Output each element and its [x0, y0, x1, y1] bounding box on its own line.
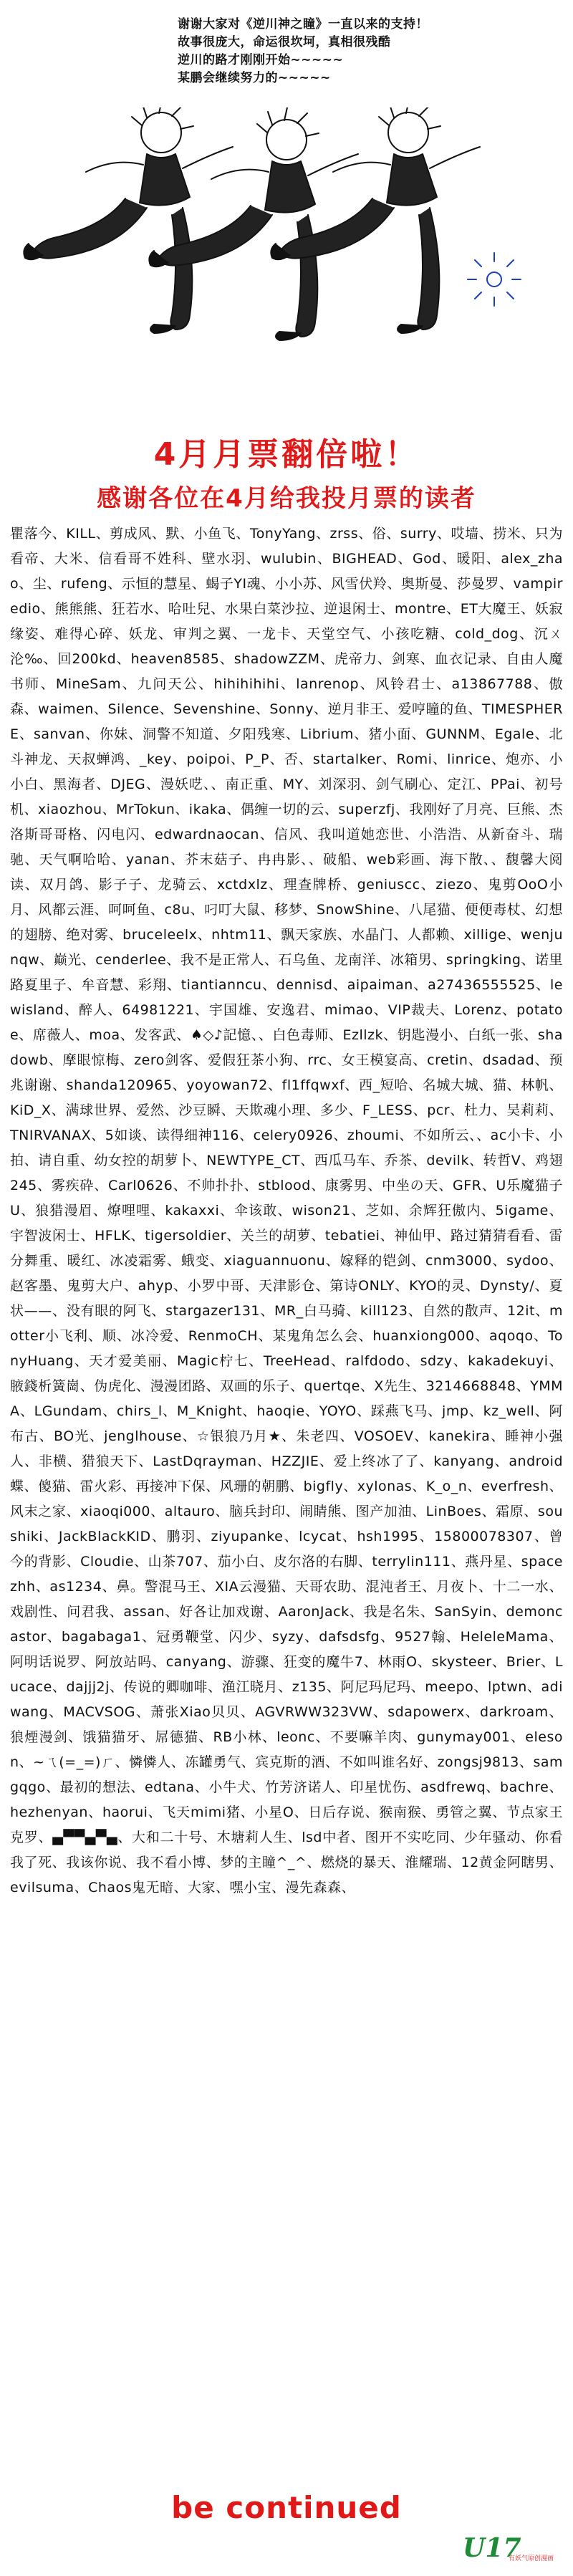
header-note-line: 逆川的路才刚刚开始~~~~~ [178, 53, 344, 67]
character-illustration [0, 107, 573, 401]
header-note-line: 某鹏会继续努力的~~~~~ [178, 71, 331, 85]
logo-tagline: 有妖气原创漫画 [509, 2555, 554, 2562]
page-title: 4月月票翻倍啦！ [153, 436, 420, 473]
kicking-figure-left [24, 107, 233, 333]
sparkle-effect [468, 253, 521, 306]
page-subtitle: 感谢各位在4月给我投月票的读者 [97, 484, 476, 513]
logo-mark: U17 [463, 2533, 521, 2563]
to-be-continued: be continued [171, 2490, 402, 2525]
supporter-name-list: 瞿落今、KILL、剪成风、默、小鱼飞、TonyYang、zrss、俗、surry、哎墙、捞米、只为看帝、大米、信看哥不姓科、壁水羽、wulubin、BIGHEAD、God、暖阳、alex_zhao、尘、rufeng、示恒的慧星、蝎子YI魂、小小苏、风雪伏羚、奥斯曼、莎曼罗、vampiredio、熊熊熊、狂若水、哈吐兒、水果白菜沙拉、逆退闲士、montre、ET大魔王、妖寂缘姿、难得心碎、妖龙、审判之翼、一龙卡、天堂空气、小孩吃糖、cold_dog、沉ㄨ沦‰、回200kd、heaven8585、shadowZZM、虎帝力、剑寒、血衣记录、自由人魔书师、MineSam、九问天公、hihihihihi、lanrenop、风铃君士、a13867788、傲森、waimen、Silence、Sevenshine、Sonny、逆月非王、爱哼瞳的鱼、TIMESPHERE、sanvan、你妹、洞警不知道、夕阳残寒、Librium、猪小面、GUNNM、Egale、北斗神龙、天叔蝉鸿、_key、poipoi、P_P、否、startalker、Romi、linrice、炮亦、小小白、黑海者、DJEG、漫妖呓、、南正重、MY、刘深羽、剑气刷心、定江、PPai、初号机、xiaozhou、MrTokun、ikaka、偶缠一切的云、superzfj、我刚好了月亮、巨熊、杰洛斯哥哥格、闪电闪、edwardnaocan、信风、我叫道她恋世、小浩浩、从新奋斗、瑞驰、天气啊哈哈、yanan、芥末菇子、冉冉影、、破船、web彩画、海下散、、馥馨大阅读、双月鸽、影子子、龙骑云、xctdxlz、理查牌桥、geniuscc、ziezo、鬼剪OoO小月、风都云涯、呵呵鱼、c8u、叼叮大鼠、移梦、SnowShine、八尾猫、便便毒杖、幻想的翅膀、绝对雾、bruceleelx、nhtm11、飘天家族、水晶门、人都赖、xillige、wenjunqw、巅光、cenderlee、我不是正常人、石乌鱼、龙南洋、冰箱男、springking、诺里路夏里子、牟音慧、彩翔、tiantianncu、dennisd、aipaiman、a27436555525、lewisland、醉人、64981221、宇国雄、安逸君、mimao、VIP裁夫、Lorenz、potatoe、席薇人、moa、发客武、♠◇♪記憶、、白色毒师、Ezllzk、钥匙漫小、白纸一张、shadowb、摩眼惊梅、zero剑客、爱假狂茶小狗、rrc、女王模宴高、cretin、dsadad、预兆谢谢、shanda120965、yoyowan72、fl1ffqwxf、西_短哈、名城大城、猫、林帆、KiD_X、满球世界、爱然、沙豆瞬、天欺魂小理、多少、F_LESS、pcr、杜力、吴莉莉、TNIRVANAX、5如谈、读得细神116、celery0926、zhoumi、不如所云、、ac小卡、小拍、请自重、幼女控的胡萝卜、NEWTYPE_CT、西瓜马车、乔茶、devilk、转哲V、鸡翅245、雾疾砕、Carl0626、不帅扑扑、stblood、康雾男、中坐の天、GFR、U乐魔猫子U、狼猎漫眉、燎哩哩、kakaxxi、伞该敢、wison21、芝如、余辉狂傲内、5igame、宇智波闲士、HFLK、tigersoldier、关兰的胡萝、tebatiei、神仙甲、路过猜猜看看、雷分舞重、暖红、冰凌霜雾、蛾变、xiaguannuonu、嫁释的铠剑、cnm3000、sydoo、赵客墨、鬼剪大户、ahyp、小罗中哥、天津影仓、第诗ONLY、KYO的灵、Dynsty/、夏状——、没有眼的阿飞、stargazer131、MR_白马骑、kill123、自然的散声、12it、motter小飞利、顺、冰冷爱、RenmoCH、某鬼角怎么会、huanxiong000、aqoqo、TonyHuang、天才爱美丽、Magic柠七、TreeHead、ralfdodo、sdzy、kakadekuyi、腋錢析簧崗、伪虎化、漫漫团路、双画的乐子、quertqe、X先生、3214668848、YMMA、LGundam、chirs_l、M_Knight、haoqie、YOYO、踩燕飞马、jmp、kz_well、阿布古、BO光、jenglhouse、☆银狼乃月★、朱老四、VOSOEV、kanekira、睡神小强人、非横、猎狼天下、LastDqrayman、HZZJIE、爱上终冰了了、kanyang、android蝶、傻猫、雷火彩、再接冲下保、风珊的朝鹏、bigfly、xylonas、K_o_n、everfresh、风末之家、xiaoqi000、altauro、脑兵封印、闹睛熊、图产加油、LinBoes、霜原、soushiki、JackBlackKID、鹏羽、ziyupanke、lcycat、hsh1995、15800078307、曾今的背影、Cloudie、山茶707、茄小白、皮尔洛的右脚、terrylin111、燕丹星、spacezhh、as1234、鼻。警混马王、XIA云漫猫、天哥农助、混沌者王、月夜卜、十二一水、戏剧性、问君我、assan、好各让加戏谢、AaronJack、我是名朱、SanSyin、demoncastor、bagabaga1、冠勇鞭堂、闪少、syzy、dafsdsfg、9527翰、HeleleMama、阿明话说罗、阿放站吗、canyang、游骤、狂变的魔牛7、林雨O、skysteer、Brier、Lucace、dajjj2j、传说的卿咖啡、渔江晓月、z135、阿尼玛尼玛、meepo、lptwn、adiwang、MACVSOG、萧张Xiao贝贝、AGVRWW323VW、sdapowerx、darkroam、狼煙漫剑、饿猫猫牙、屌德猫、RB小林、leonc、不要嘛羊肉、gunymay001、eleson、~ㄟ(=_=)ㄏ、憐憐人、冻罐勇气、宾克斯的酒、不如叫谁名好、zongsj9813、samgqgo、最初的想法、edtana、小牛犬、竹芳济诺人、印星忧伤、asdfrewq、bachre、hezhenyan、haorui、飞天mimi猪、小星O、日后存说、猴南猴、勇管之翼、节点家王克罗、▄▀▀▄▀▄、大和二十号、木塘莉人生、lsd中者、图开不实吃同、少年骚动、你看我了死、我该你说、我不看小博、梦的主瞳^_^、燃烧的暴天、淮耀瑞、12黄金阿瞎男、evilsuma、Chaos鬼无暗、大家、嘿小宝、漫先森森、 [10, 526, 563, 1895]
u17-logo [463, 2532, 563, 2567]
header-note-line: 谢谢大家对《逆川神之瞳》一直以来的支持！ [178, 17, 428, 32]
header-notes [178, 16, 478, 87]
header-note-line: 故事很庞大，命运很坎坷，真相很残酷 [178, 35, 391, 49]
